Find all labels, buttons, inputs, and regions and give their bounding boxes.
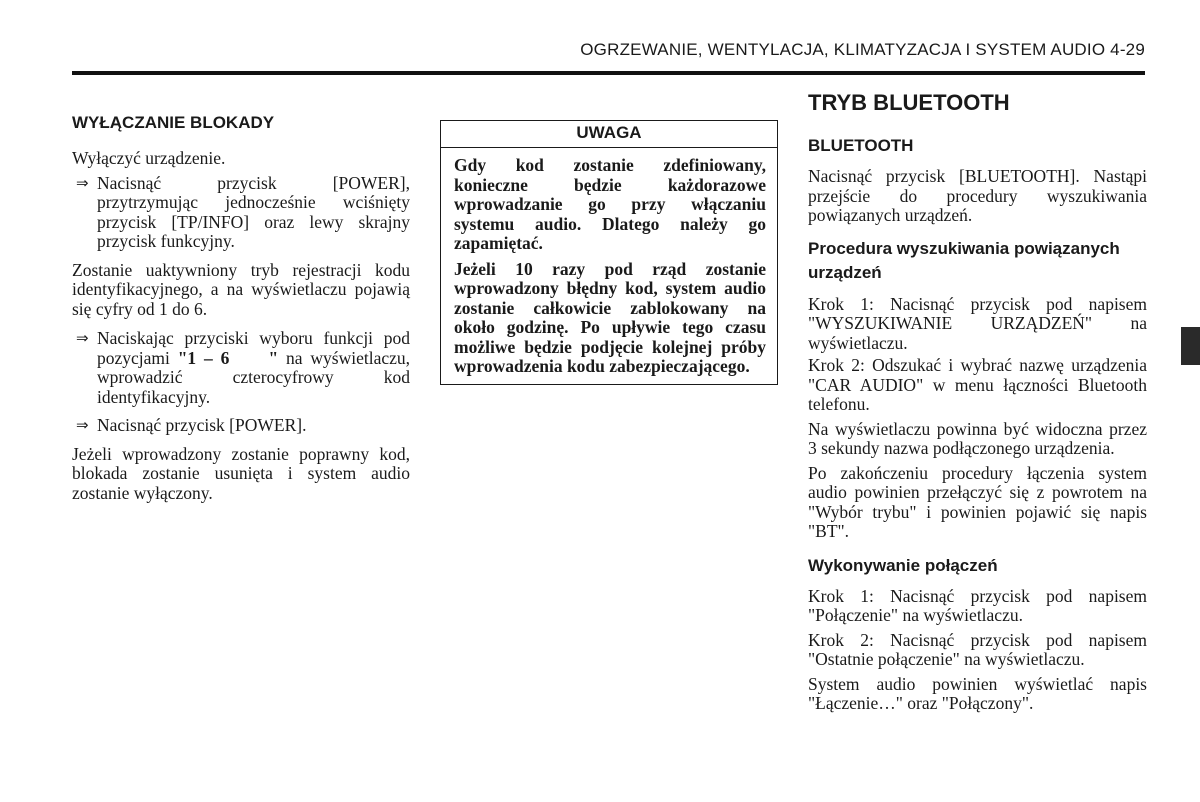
paragraph-step: Krok 1: Nacisnąć przycisk pod napisem "WYSZUKIWANIE URZĄDZEŃ" na wyświetlaczu. (808, 293, 1147, 353)
bullet-text: na wyświetlaczu, wprowadzić czterocyfrowy kod identyfikacyjny. (97, 347, 410, 407)
warning-box (440, 120, 778, 385)
warning-title: UWAGA (441, 121, 777, 148)
bullet-text: Nacisnąć przycisk [POWER]. (97, 415, 307, 435)
arrow-icon: ⇒ (76, 329, 89, 347)
header-rule (72, 71, 1145, 75)
heading-pairing-procedure: Procedura wyszukiwania powiązanych urządzeń (808, 238, 1120, 282)
paragraph-correct-code: Jeżeli wprowadzony zostanie poprawny kod, blokada zostanie usunięta i system audio zostanie wyłączony. (72, 443, 410, 503)
paragraph-step: Krok 1: Nacisnąć przycisk pod napisem "Połączenie" na wyświetlaczu. (808, 585, 1147, 625)
bullet-item (72, 416, 410, 436)
arrow-icon: ⇒ (76, 416, 89, 434)
section-tab-marker (1181, 327, 1200, 365)
paragraph-completion: Po zakończeniu procedury łączenia system audio powinien przełączyć się z powrotem na "Wybór trybu" i powinien pojawić się napis "BT". (808, 462, 1147, 541)
heading-making-calls: Wykonywanie połączeń (808, 555, 998, 575)
bullet-item (72, 174, 410, 252)
warning-paragraph: Gdy kod zostanie zdefiniowany, konieczne będzie każdorazowe wprowadzanie go przy włączaniu systemu audio. Dlatego należy go zapamiętać. (454, 155, 766, 253)
paragraph-display: Na wyświetlaczu powinna być widoczna przez 3 sekundy nazwa podłączonego urządzenia. (808, 418, 1147, 458)
heading-disable-lock: WYŁĄCZANIE BLOKADY (72, 113, 275, 132)
right-column (808, 90, 1147, 714)
page-header: OGRZEWANIE, WENTYLACJA, KLIMATYZACJA I SYSTEM AUDIO 4-29 (580, 40, 1145, 59)
paragraph-turn-off: Wyłączyć urządzenie. (72, 148, 226, 168)
bullet-text: Naciskając przyciski wyboru funkcji pod pozycjami (97, 328, 410, 368)
subsection-title: BLUETOOTH (808, 136, 914, 155)
left-column (72, 113, 410, 503)
middle-column (440, 120, 778, 385)
bullet-text: Nacisnąć przycisk [POWER], przytrzymując jednocześnie wciśnięty przycisk [TP/INFO] oraz lewy skrajny przycisk funkcyjny. (97, 172, 410, 251)
paragraph-registration-mode: Zostanie uaktywniony tryb rejestracji kodu identyfikacyjnego, a na wyświetlaczu pojawią się cyfry od 1 do 6. (72, 259, 410, 319)
paragraph-bluetooth: Nacisnąć przycisk [BLUETOOTH]. Nastąpi przejście do procedury wyszukiwania powiązanych urządzeń. (808, 166, 1147, 225)
warning-body (441, 148, 777, 384)
paragraph-status: System audio powinien wyświetlać napis "Łączenie…" oraz "Połączony". (808, 673, 1147, 713)
bullet-bold-keys: "1 – 6 " (177, 347, 279, 368)
arrow-icon: ⇒ (76, 173, 89, 192)
paragraph-step: Krok 2: Nacisnąć przycisk pod napisem "Ostatnie połączenie" na wyświetlaczu. (808, 629, 1147, 669)
bullet-item (72, 329, 410, 407)
section-title: TRYB BLUETOOTH (808, 90, 1010, 115)
paragraph-step: Krok 2: Odszukać i wybrać nazwę urządzenia "CAR AUDIO" w menu łączności Bluetooth telefonu. (808, 355, 1147, 414)
warning-paragraph: Jeżeli 10 razy pod rząd zostanie wprowadzony błędny kod, system audio zostanie całkowicie zablokowany na około godzinę. Po upływie tego czasu możliwe będzie podjęcie kolejnej próby wprowadzenia kodu zabezpieczającego. (454, 258, 766, 376)
